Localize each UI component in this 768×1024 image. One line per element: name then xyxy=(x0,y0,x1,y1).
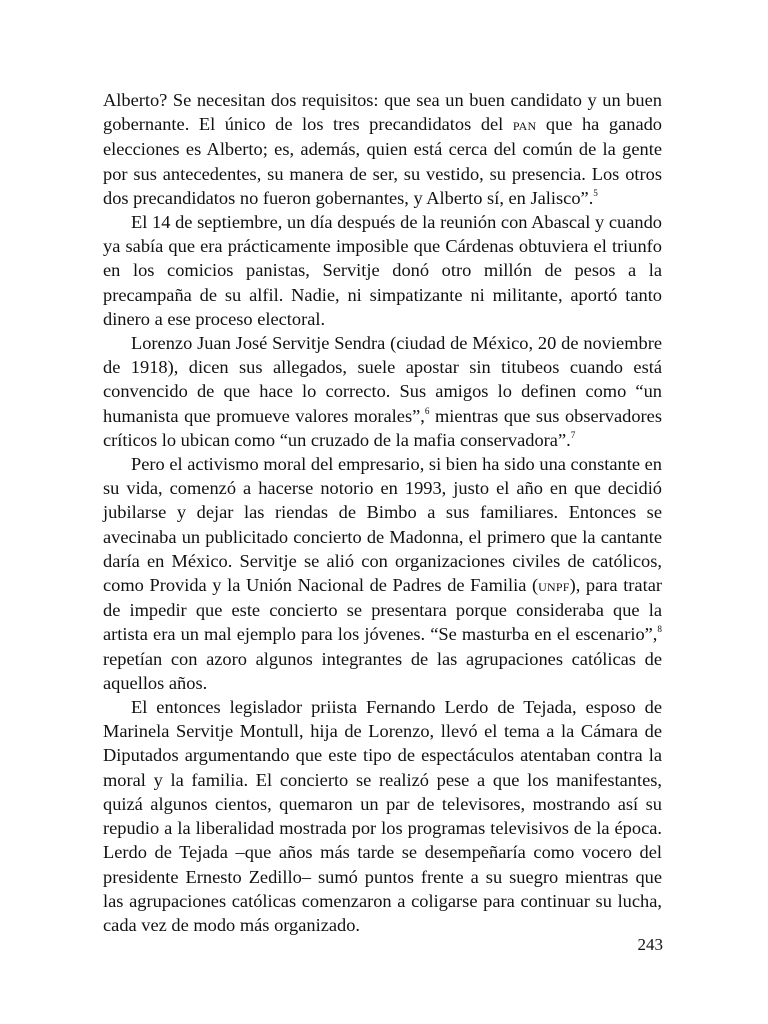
page-body xyxy=(103,88,662,937)
paragraph xyxy=(103,695,662,937)
paragraph-text: Pero el activismo moral del empresario, si bien ha sido una constante en su vida, comenzó a hacerse notorio en 1993, justo el año en que decidió jubilarse y dejar las riendas de Bimbo a sus familiares. Entonces se avecinaba un publicitado concierto de Madonna, el primero que la cantante daría en México. Servitje se alió con organizaciones civiles de católicos, como Provida y la Unión Nacional de Padres de Familia ( xyxy=(103,454,662,596)
paragraph xyxy=(103,210,662,331)
paragraph xyxy=(103,452,662,695)
paragraph xyxy=(103,88,662,210)
acronym: unpf xyxy=(538,576,570,596)
footnote-marker: 6 xyxy=(424,405,430,416)
paragraph-text: que ha ganado elecciones es Alberto; es, además, quien está cerca del común de la gente por sus antecedentes, su manera de ser, su vestido, su presencia. Los otros dos precandidatos no fueron gobernantes, y Alberto sí, en Jalisco”. xyxy=(103,114,662,208)
paragraph-text: El 14 de septiembre, un día después de la reunión con Abascal y cuando ya sabía que era prácticamente imposible que Cárdenas obtuviera el triunfo en los comicios panistas, Servitje donó otro millón de pesos a la precampaña de su alfil. Nadie, ni simpatizante ni militante, aportó tanto dinero a ese proceso electoral. xyxy=(103,212,662,329)
acronym: pan xyxy=(512,115,537,135)
paragraph-text: El entonces legislador priista Fernando Lerdo de Tejada, esposo de Marinela Servitje Montull, hija de Lorenzo, llevó el tema a la Cámara de Diputados argumentando que este tipo de espectáculos atentaban contra la moral y la familia. El concierto se realizó pese a que los manifestantes, quizá algunos cientos, quemaron un par de televisores, mostrando así su repudio a la liberalidad mostrada por los programas televisivos de la época. Lerdo de Tejada –que años más tarde se desempeñaría como vocero del presidente Ernesto Zedillo– sumó puntos frente a su suegro mientras que las agrupaciones católicas comenzaron a coligarse para continuar su lucha, cada vez de modo más organizado. xyxy=(103,697,662,935)
paragraph-text: repetían con azoro algunos integrantes de las agrupaciones católicas de aquellos años. xyxy=(103,648,662,693)
paragraph-text: ), para tratar de impedir que este concierto se presentara porque consideraba que la artista era un mal ejemplo para los jóvenes. “Se masturba en el escenario”, xyxy=(103,575,662,645)
paragraph-text: Alberto? Se necesitan dos requisitos: que sea un buen candidato y un buen gobernante. El único de los tres precandidatos del xyxy=(103,90,662,135)
paragraph xyxy=(103,331,662,452)
paragraph-text: mientras que sus observadores críticos lo ubican como “un cruzado de la mafia conservadora”. xyxy=(103,405,662,450)
footnote-marker: 8 xyxy=(657,624,662,635)
footnote-marker: 5 xyxy=(593,188,598,198)
page-number: 243 xyxy=(637,935,663,954)
paragraph-text: Lorenzo Juan José Servitje Sendra (ciudad de México, 20 de noviembre de 1918), dicen sus allegados, suele apostar sin titubeos cuando está convencido de que hace lo correcto. Sus amigos lo definen como “un humanista que promueve valores morales”, xyxy=(103,333,662,426)
footnote-marker: 7 xyxy=(570,430,576,441)
